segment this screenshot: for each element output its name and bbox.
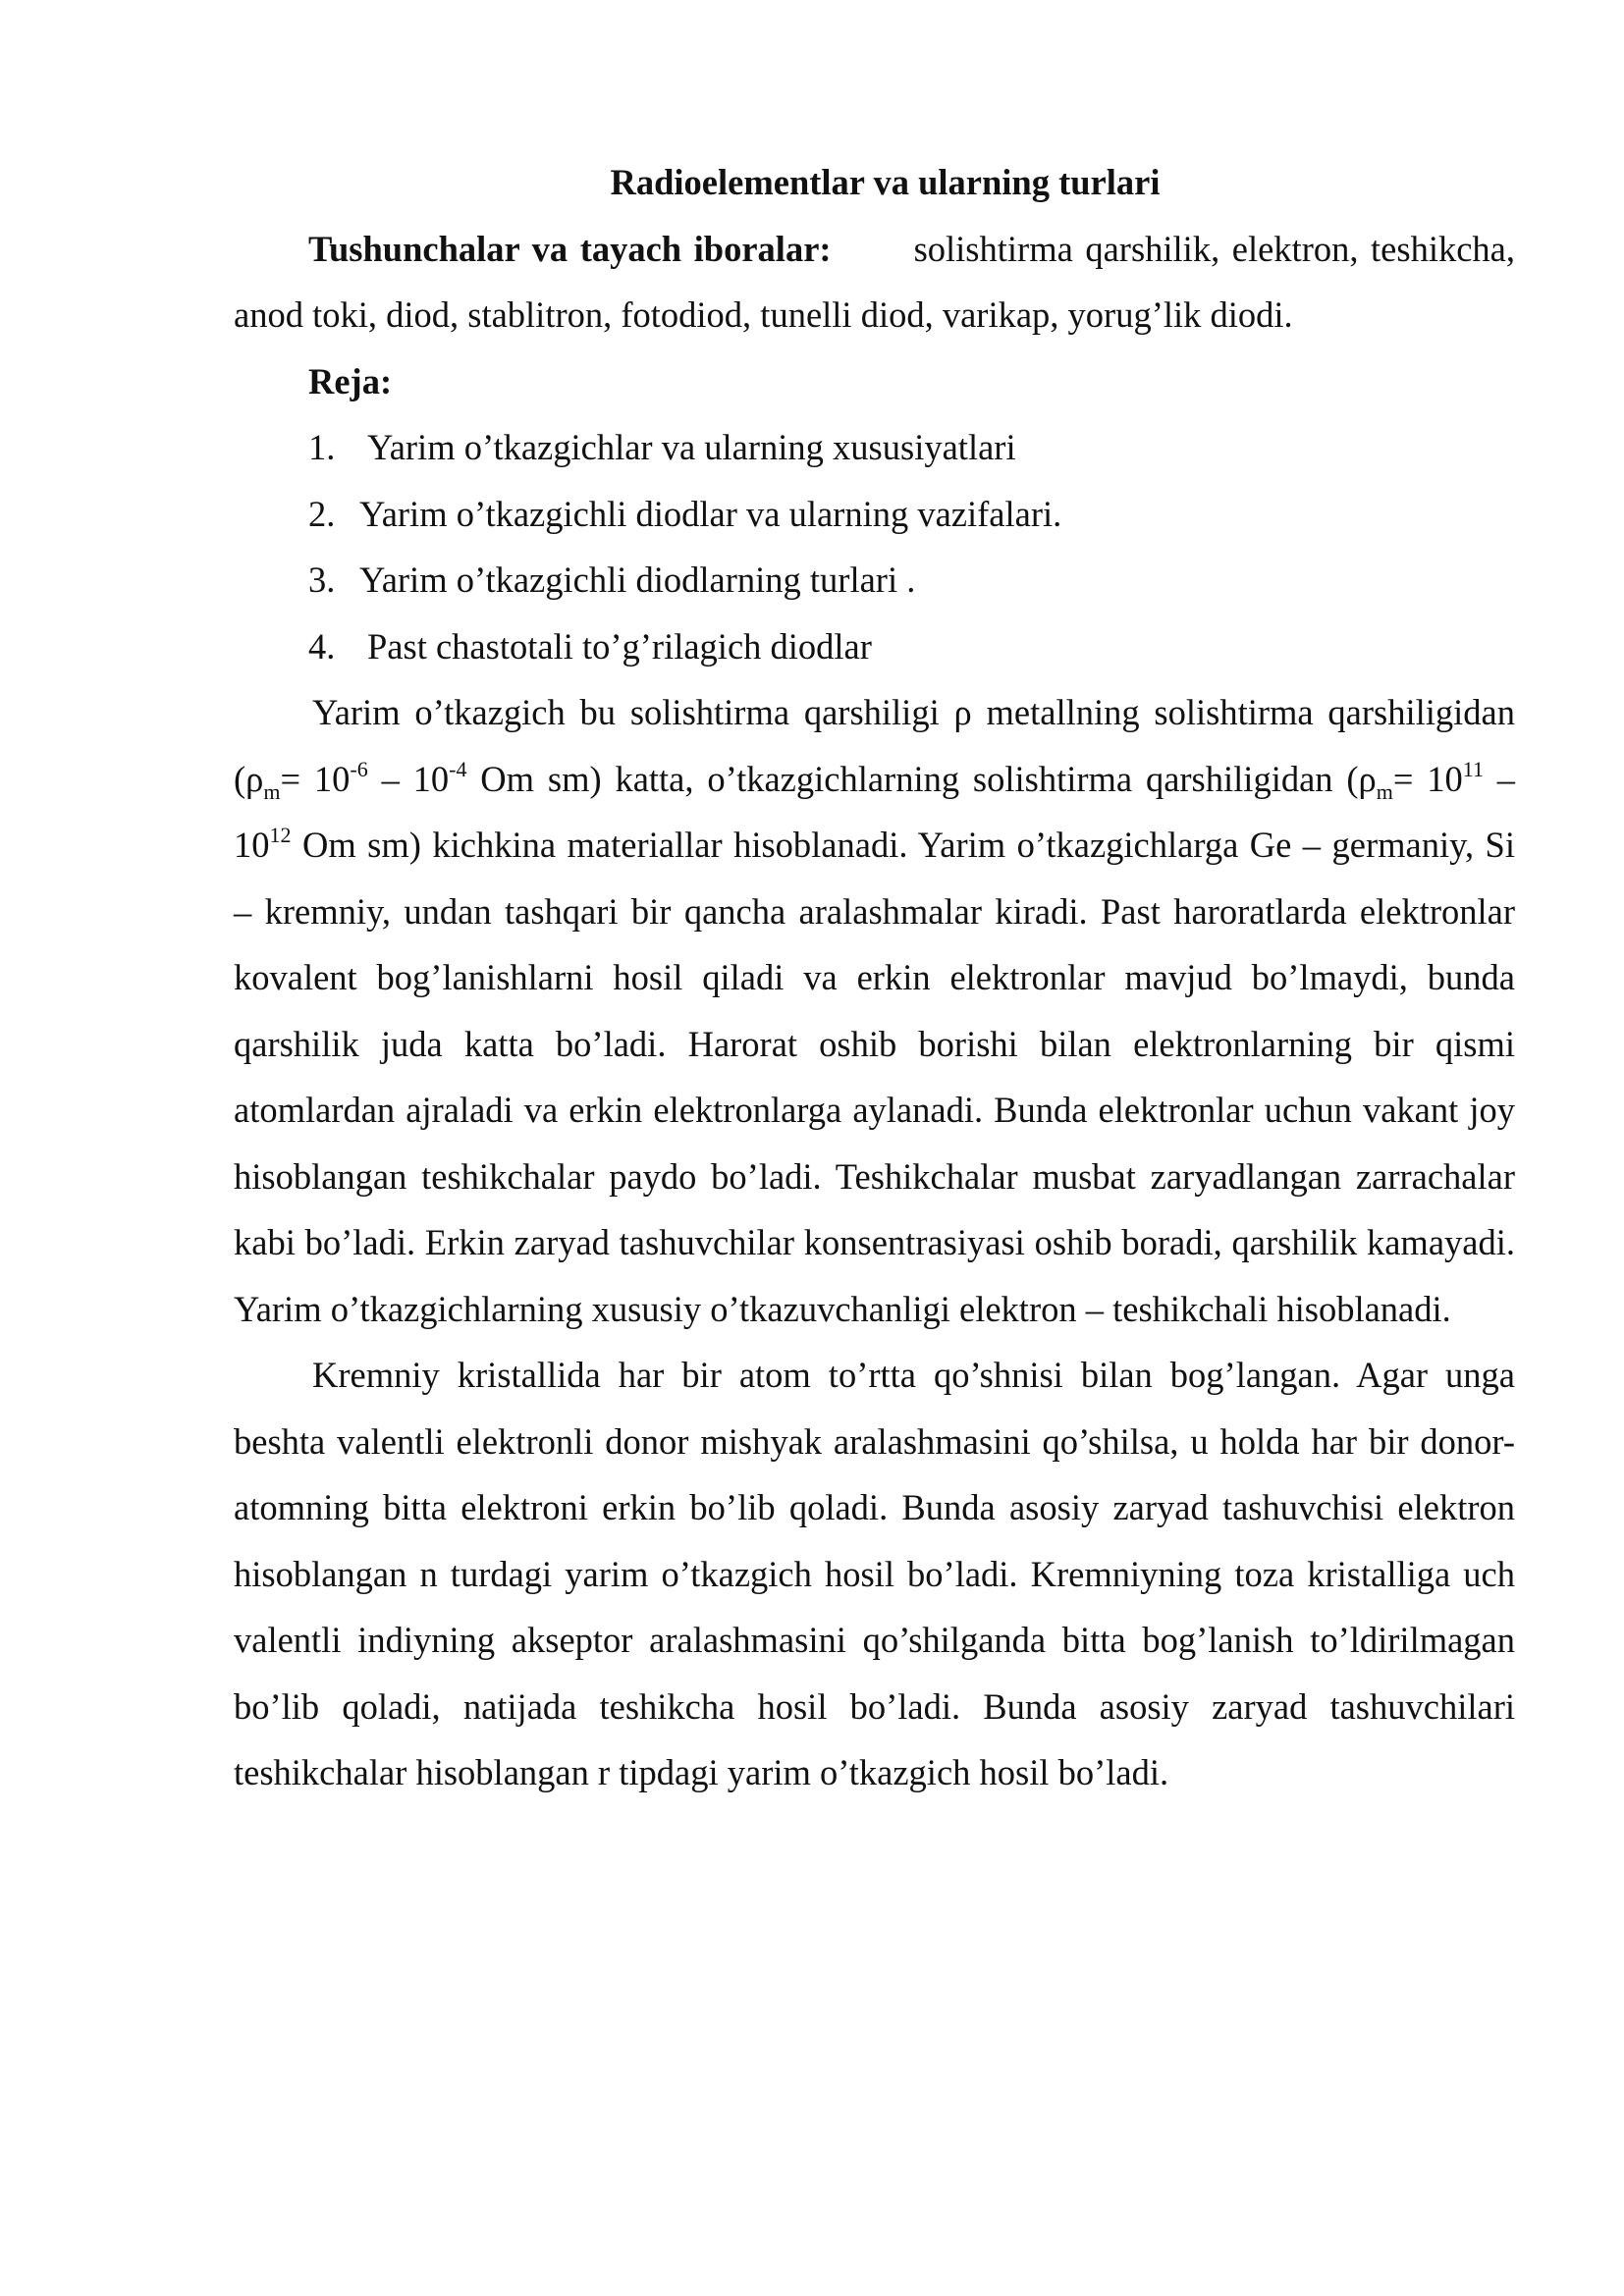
plan-item-text: Past chastotali to’g’rilagich diodlar [367, 625, 872, 667]
paragraph-text: Om sm) kichkina materiallar hisoblanadi. Yarim o’tkazgichlarga Ge – germaniy, Si – kremniy, undan tashqari bir qancha aralashmalar kiradi. Past haroratlarda elektronlar kovalent bog’lanishlarni hosil qiladi va erkin elektronlar mavjud bo’lmaydi, bunda qarshilik juda katta bo’ladi. Harorat oshib borishi bilan elektronlarning bir qismi atomlardan ajraladi va erkin elektronlarga aylanadi. Bunda elektronlar uchun vakant joy hisoblangan teshikchalar paydo bo’ladi. Teshikchalar musbat zaryadlangan zarrachalar kabi bo’ladi. Erkin zaryad tashuvchilar konsentrasiyasi oshib boradi, qarshilik kamayadi. Yarim o’tkazgichlarning xususiy o’tkazuvchanligi elektron – teshikchali hisoblanadi. [234, 825, 1515, 1329]
paragraph-text: – 10 [234, 758, 1516, 865]
plan-item [234, 481, 1515, 548]
paragraph-text: Yarim o’tkazgich bu solishtirma qarshiligi ρ metallning solishtirma qarshiligidan (ρ [234, 692, 1515, 799]
paragraph-text: – 10 [367, 758, 450, 799]
superscript: -4 [449, 756, 467, 781]
plan-item [234, 614, 1515, 680]
doping-paragraph: Kremniy kristallida har bir atom to’rtta qo’shnisi bilan bog’langan. Agar unga beshta valentli elektronli donor mishyak aralashmasini qo’shilsa, u holda har bir donor-atomning bitta elektroni erkin bo’lib qoladi. Bunda asosiy zaryad tashuvchisi elektron hisoblangan n turdagi yarim o’tkazgich hosil bo’ladi. Kremniyning toza kristalliga uch valentli indiyning akseptor aralashmasini qo’shilganda bitta bog’lanish to’ldirilmagan bo’lib qoladi, natijada teshikcha hosil bo’ladi. Bunda asosiy zaryad tashuvchilari teshikchalar hisoblangan r tipdagi yarim o’tkazgich hosil bo’ladi. [234, 1355, 1515, 1792]
plan-item-text: Yarim o’tkazgichli diodlar va ularning vazifalari. [359, 493, 1062, 534]
paragraph-text: Om sm) katta, o’tkazgichlarning solishtirma qarshiligidan (ρ [466, 758, 1377, 799]
paragraph-text: = 10 [280, 758, 351, 799]
superscript: 11 [1462, 756, 1484, 781]
plan-item-text: Yarim o’tkazgichlar va ularning xususiyatlari [367, 427, 1016, 467]
plan-item [234, 547, 1515, 614]
semiconductor-paragraph [234, 679, 1515, 1342]
concepts-label: Tushunchalar va tayach iboralar: [308, 228, 832, 269]
plan-list [234, 414, 1515, 679]
concepts-text: solishtirma qarshilik, elektron, teshikcha, anod toki, diod, stablitron, fotodiod, tunelli diod, varikap, yorug’lik diodi. [234, 228, 1515, 335]
document-title: Radioelementlar va ularning turlari [610, 162, 1161, 202]
document-body [234, 149, 1515, 1806]
plan-item-number: 4. [308, 625, 336, 667]
concepts-paragraph [234, 216, 1515, 348]
plan-item-text: Yarim o’tkazgichli diodlarning turlari . [359, 560, 916, 600]
plan-item-number: 2. [308, 493, 336, 534]
superscript: 12 [269, 823, 292, 847]
plan-item-number: 3. [308, 560, 336, 600]
subscript: m [1376, 778, 1393, 804]
subscript: m [263, 778, 281, 804]
superscript: -6 [350, 756, 368, 781]
plan-item-number: 1. [308, 427, 336, 467]
paragraph-text: = 10 [1392, 758, 1463, 799]
plan-item [234, 414, 1515, 481]
plan-label: Reja: [308, 360, 393, 401]
